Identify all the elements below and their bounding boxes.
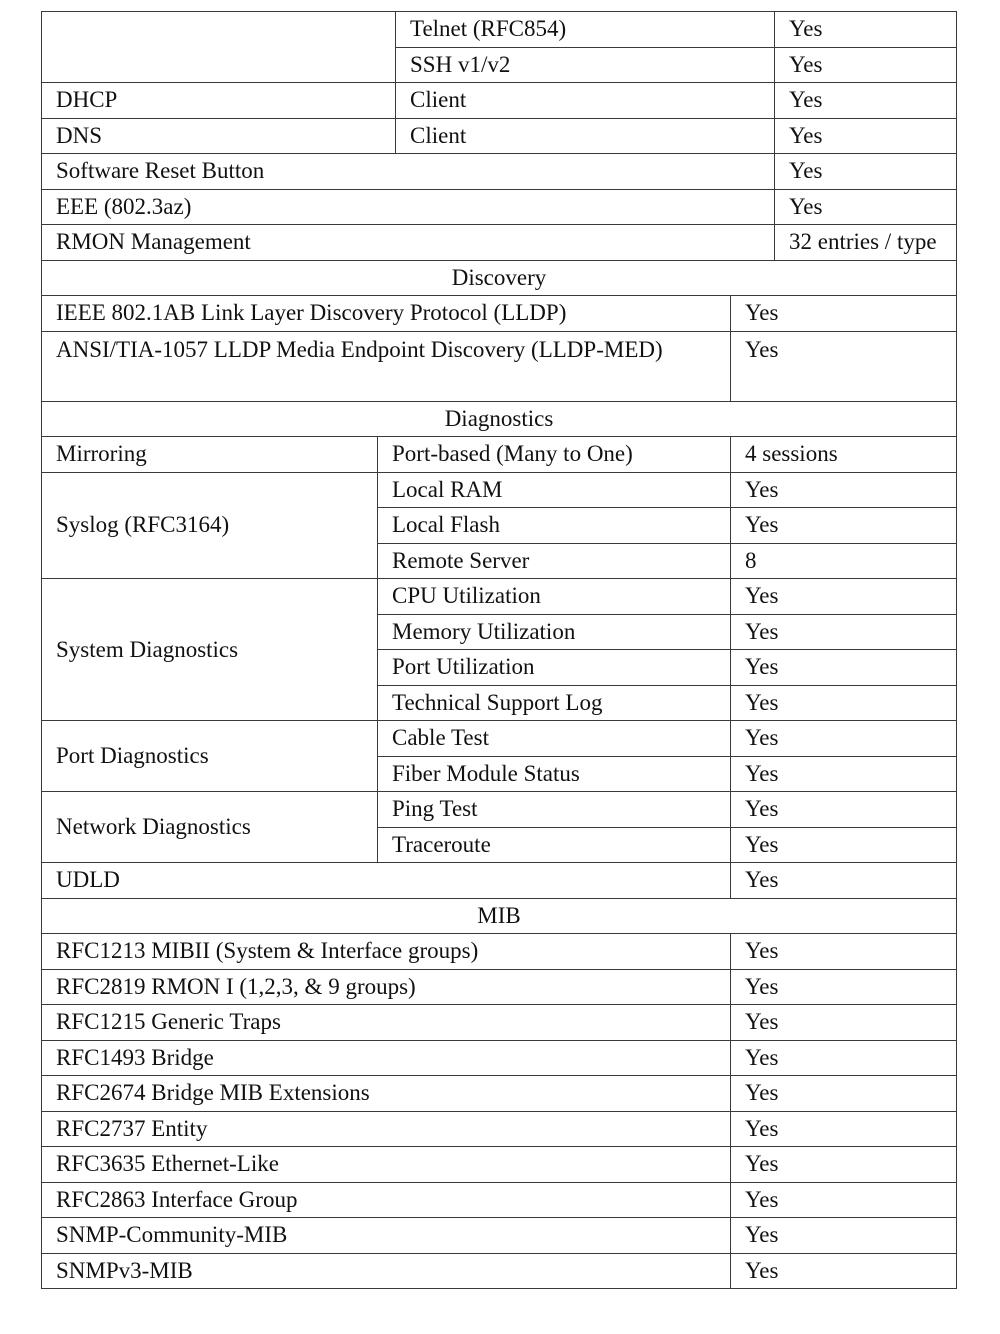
name-cell: Software Reset Button — [42, 154, 775, 190]
value-cell: Yes — [731, 1076, 957, 1112]
name-cell: RFC1493 Bridge — [42, 1040, 731, 1076]
table-row — [42, 225, 957, 261]
name-cell: ANSI/TIA-1057 LLDP Media Endpoint Discovery (LLDP-MED) — [42, 331, 731, 401]
value-cell: Yes — [731, 1253, 957, 1289]
group-name-cell: System Diagnostics — [42, 579, 378, 721]
table-row — [42, 1147, 957, 1183]
group-name-cell: Network Diagnostics — [42, 792, 378, 863]
table-row — [42, 437, 957, 473]
group-name-cell: Port Diagnostics — [42, 721, 378, 792]
value-cell: Yes — [731, 863, 957, 899]
table-row — [42, 154, 957, 190]
name-cell: IEEE 802.1AB Link Layer Discovery Protocol (LLDP) — [42, 296, 731, 332]
name-cell: RFC1213 MIBII (System & Interface groups) — [42, 934, 731, 970]
table-row — [42, 1005, 957, 1041]
value-cell: 8 — [731, 543, 957, 579]
value-cell: Yes — [731, 614, 957, 650]
table-row — [42, 83, 957, 119]
feature-cell: Local RAM — [378, 472, 731, 508]
feature-cell: Fiber Module Status — [378, 756, 731, 792]
value-cell: Yes — [731, 1218, 957, 1254]
table-row — [42, 1076, 957, 1112]
name-cell: SNMPv3-MIB — [42, 1253, 731, 1289]
value-cell: Yes — [731, 792, 957, 828]
feature-cell: SSH v1/v2 — [396, 47, 775, 83]
value-cell: Yes — [731, 1182, 957, 1218]
table-row — [42, 472, 957, 508]
value-cell: Yes — [731, 934, 957, 970]
table-cell — [42, 12, 396, 83]
name-cell: RFC2819 RMON I (1,2,3, & 9 groups) — [42, 969, 731, 1005]
table-row — [42, 969, 957, 1005]
table-row — [42, 792, 957, 828]
table-row — [42, 934, 957, 970]
feature-cell: Technical Support Log — [378, 685, 731, 721]
name-cell: RFC3635 Ethernet-Like — [42, 1147, 731, 1183]
section-title-mib: MIB — [42, 898, 957, 934]
table-row — [42, 863, 957, 899]
value-cell: Yes — [775, 83, 957, 119]
name-cell: RFC1215 Generic Traps — [42, 1005, 731, 1041]
value-cell: Yes — [731, 1040, 957, 1076]
feature-cell: Local Flash — [378, 508, 731, 544]
value-cell: 4 sessions — [731, 437, 957, 473]
value-cell: Yes — [731, 508, 957, 544]
name-cell: UDLD — [42, 863, 731, 899]
section-title-discovery: Discovery — [42, 260, 957, 296]
mib-list — [42, 934, 957, 1289]
table-row — [42, 1111, 957, 1147]
name-cell: Mirroring — [42, 437, 378, 473]
table-row — [42, 721, 957, 757]
value-cell: Yes — [775, 118, 957, 154]
value-cell: Yes — [731, 827, 957, 863]
name-cell: EEE (802.3az) — [42, 189, 775, 225]
feature-cell: Cable Test — [378, 721, 731, 757]
value-cell: Yes — [731, 296, 957, 332]
table-row — [42, 189, 957, 225]
value-cell: Yes — [731, 1147, 957, 1183]
feature-cell: Ping Test — [378, 792, 731, 828]
feature-cell: Client — [396, 118, 775, 154]
name-cell: RFC2737 Entity — [42, 1111, 731, 1147]
table-row — [42, 1253, 957, 1289]
section-header-row — [42, 898, 957, 934]
value-cell: Yes — [731, 969, 957, 1005]
table-row — [42, 1218, 957, 1254]
value-cell: Yes — [731, 579, 957, 615]
section-header-row — [42, 260, 957, 296]
feature-cell: Remote Server — [378, 543, 731, 579]
value-cell: Yes — [775, 154, 957, 190]
value-cell: Yes — [731, 1111, 957, 1147]
section-title-diagnostics: Diagnostics — [42, 401, 957, 437]
table-row — [42, 1182, 957, 1218]
name-cell: DNS — [42, 118, 396, 154]
table-row — [42, 118, 957, 154]
value-cell: Yes — [731, 1005, 957, 1041]
name-cell: RMON Management — [42, 225, 775, 261]
feature-cell: Traceroute — [378, 827, 731, 863]
table-row — [42, 331, 957, 401]
value-cell: Yes — [775, 12, 957, 48]
name-cell: RFC2674 Bridge MIB Extensions — [42, 1076, 731, 1112]
feature-cell: Memory Utilization — [378, 614, 731, 650]
value-cell: Yes — [731, 756, 957, 792]
name-cell: DHCP — [42, 83, 396, 119]
table-row — [42, 12, 957, 48]
feature-cell: Telnet (RFC854) — [396, 12, 775, 48]
feature-cell: CPU Utilization — [378, 579, 731, 615]
section-header-row — [42, 401, 957, 437]
spec-table — [41, 11, 957, 1289]
feature-cell: Client — [396, 83, 775, 119]
table-row — [42, 296, 957, 332]
value-cell: Yes — [731, 721, 957, 757]
table-row — [42, 1040, 957, 1076]
value-cell: 32 entries / type — [775, 225, 957, 261]
table-row — [42, 579, 957, 615]
feature-cell: Port Utilization — [378, 650, 731, 686]
name-cell: RFC2863 Interface Group — [42, 1182, 731, 1218]
feature-cell: Port-based (Many to One) — [378, 437, 731, 473]
value-cell: Yes — [775, 47, 957, 83]
value-cell: Yes — [731, 650, 957, 686]
value-cell: Yes — [731, 331, 957, 401]
value-cell: Yes — [731, 472, 957, 508]
value-cell: Yes — [775, 189, 957, 225]
name-cell: SNMP-Community-MIB — [42, 1218, 731, 1254]
group-name-cell: Syslog (RFC3164) — [42, 472, 378, 579]
value-cell: Yes — [731, 685, 957, 721]
